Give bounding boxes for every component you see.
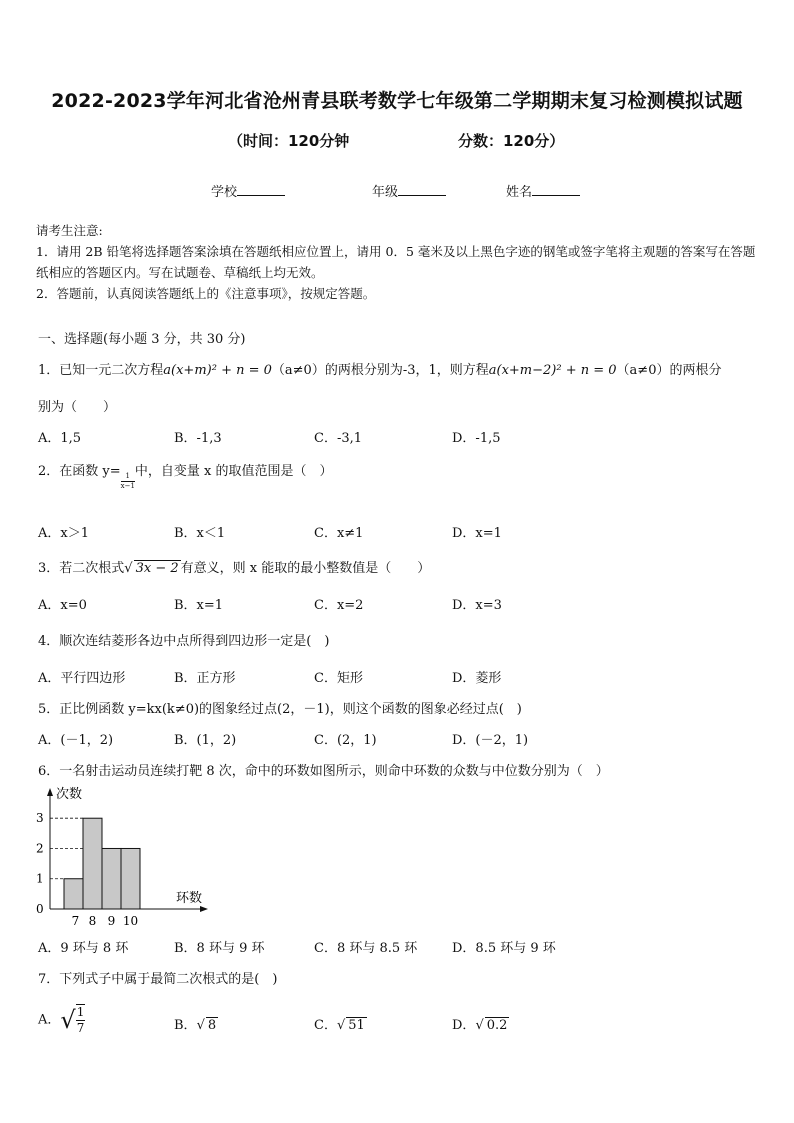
q5-option-a[interactable]: A．(－1，2) [38, 733, 114, 748]
y-tick-label: 3 [36, 811, 44, 826]
name-field[interactable] [506, 181, 580, 200]
q5-option-d[interactable]: D．(－2，1) [452, 733, 529, 748]
question-4: 4．顺次连结菱形各边中点所得到四边形一定是( ) [38, 634, 330, 649]
hit-count-chart [30, 782, 220, 932]
q5-option-b[interactable]: B．(1，2) [174, 733, 237, 748]
chart-ylabel: 次数 [56, 787, 83, 802]
chart-bar [83, 818, 102, 909]
q7-option-c-label: C． [314, 1018, 337, 1033]
q2-option-b[interactable]: B．x＜1 [174, 526, 226, 541]
section-heading: 一、选择题(每小题 3 分，共 30 分) [38, 332, 246, 347]
name-blank[interactable] [532, 183, 580, 196]
q1-option-b[interactable]: B．-1,3 [174, 431, 222, 446]
exam-time: （时间：120分钟 [228, 132, 350, 150]
q7-option-d-label: D． [452, 1018, 476, 1033]
question-3 [38, 557, 430, 576]
q1-condition-1: （a≠0）的两根分别为-3，1，则方程 [271, 363, 489, 378]
q1-prefix: 1．已知一元二次方程 [38, 363, 164, 378]
x-tick-label: 9 [107, 914, 116, 928]
q7-option-d[interactable] [452, 1014, 509, 1033]
grade-label: 年级 [372, 185, 399, 200]
x-tick-label: 7 [71, 914, 80, 928]
q2-fraction [121, 472, 135, 491]
chart-y-ticks [36, 811, 44, 916]
school-label: 学校 [211, 185, 238, 200]
q2-frac-den: x−1 [120, 482, 135, 490]
q7-option-c[interactable] [314, 1014, 367, 1033]
school-field[interactable] [211, 181, 285, 200]
q3-option-d[interactable]: D．x=3 [452, 598, 502, 613]
chart-bar [121, 848, 140, 909]
q2-prefix: 2．在函数 y= [38, 464, 121, 479]
question-7: 7．下列式子中属于最简二次根式的是( ) [38, 972, 278, 987]
q3-option-b[interactable]: B．x=1 [174, 598, 224, 613]
q2-frac-num: 1 [121, 472, 135, 482]
sqrt-icon: √ [475, 1018, 484, 1033]
q1-option-c[interactable]: C．-3,1 [314, 431, 363, 446]
notice-heading: 请考生注意: [36, 223, 103, 238]
y-tick-label: 2 [36, 841, 44, 856]
sqrt-icon: √ [124, 561, 133, 576]
q1-option-d[interactable]: D．-1,5 [452, 431, 501, 446]
y-tick-label: 0 [36, 902, 44, 916]
q3-radicand: 3x − 2 [135, 561, 179, 576]
page-title: 2022-2023学年河北省沧州青县联考数学七年级第二学期期末复习检测模拟试题 [51, 90, 743, 112]
chart-bar [64, 879, 83, 909]
name-label: 姓名 [506, 185, 533, 200]
q3-option-c[interactable]: C．x=2 [314, 598, 364, 613]
sqrt-icon: √ [60, 1006, 76, 1034]
q6-option-c[interactable]: C．8 环与 8.5 环 [314, 941, 418, 956]
notice-item-1: 1．请用 2B 铅笔将选择题答案涂填在答题纸相应位置上，请用 0．5 毫米及以上黑色字迹的钢笔或签字笔将主观题的答案写在答题纸相应的答题区内。写在试题卷、草稿纸上均无效。 [36, 244, 756, 280]
question-5: 5．正比例函数 y=kx(k≠0)的图象经过点(2，－1)，则这个函数的图象必经过点( ) [38, 702, 522, 717]
q2-option-d[interactable]: D．x=1 [452, 526, 502, 541]
q4-option-d[interactable]: D．菱形 [452, 671, 502, 686]
school-blank[interactable] [237, 183, 285, 196]
q7-option-a[interactable] [38, 1004, 85, 1036]
q6-option-d[interactable]: D．8.5 环与 9 环 [452, 941, 556, 956]
q7-a-num: 1 [76, 1005, 85, 1019]
q3-option-a[interactable]: A．x=0 [38, 598, 87, 613]
q1-equation-1: a(x+m)² + n = 0 [163, 363, 272, 378]
grade-field[interactable] [372, 181, 446, 200]
q5-option-c[interactable]: C．(2，1) [314, 733, 377, 748]
q3-suffix: 有意义，则 x 能取的最小整数值是（ ） [180, 561, 431, 576]
q4-option-c[interactable]: C．矩形 [314, 671, 363, 686]
question-6: 6．一名射击运动员连续打靶 8 次，命中的环数如图所示，则命中环数的众数与中位数分别为（ ） [38, 764, 609, 779]
q7-option-b-radicand: 8 [207, 1018, 217, 1033]
sqrt-icon: √ [336, 1018, 346, 1033]
q3-prefix: 3．若二次根式 [38, 561, 125, 576]
notice-item-2: 2．答题前，认真阅读答题纸上的《注意事项》，按规定答题。 [36, 286, 376, 301]
q7-option-a-label: A． [38, 1012, 61, 1028]
chart-xlabel: 环数 [176, 891, 203, 906]
q7-option-b-label: B． [174, 1018, 197, 1033]
x-tick-label: 8 [88, 914, 97, 928]
y-tick-label: 1 [36, 871, 44, 886]
y-axis-arrow-icon [47, 788, 53, 796]
grade-blank[interactable] [398, 183, 446, 196]
q7-a-den: 7 [76, 1021, 85, 1035]
q2-option-c[interactable]: C．x≠1 [314, 526, 364, 541]
q1-condition-2: （a≠0）的两根分 [616, 363, 722, 378]
q1-equation-2: a(x+m−2)² + n = 0 [488, 363, 617, 378]
question-2 [38, 460, 333, 490]
q1-continuation: 别为（ ） [38, 400, 117, 415]
q1-option-a[interactable]: A．1,5 [38, 431, 82, 446]
x-axis-arrow-icon [200, 906, 208, 912]
q7-option-a-fraction [76, 1004, 86, 1036]
q7-option-d-radicand: 0.2 [486, 1018, 508, 1033]
q7-option-c-radicand: 51 [348, 1018, 365, 1033]
notice-block [36, 220, 760, 304]
x-tick-label: 10 [122, 914, 139, 928]
chart-bars [64, 818, 140, 909]
q4-option-b[interactable]: B．正方形 [174, 671, 236, 686]
q2-suffix: 中，自变量 x 的取值范围是（ ） [134, 464, 333, 479]
chart-bar [102, 848, 121, 909]
chart-x-ticks [72, 914, 138, 928]
sqrt-icon: √ [196, 1018, 205, 1033]
question-1 [38, 359, 721, 378]
q6-option-b[interactable]: B．8 环与 9 环 [174, 941, 265, 956]
q4-option-a[interactable]: A．平行四边形 [38, 671, 126, 686]
q2-option-a[interactable]: A．x＞1 [38, 526, 89, 541]
q7-option-b[interactable] [174, 1014, 218, 1033]
exam-score: 分数：120分） [458, 132, 565, 150]
q6-option-a[interactable]: A．9 环与 8 环 [38, 941, 129, 956]
